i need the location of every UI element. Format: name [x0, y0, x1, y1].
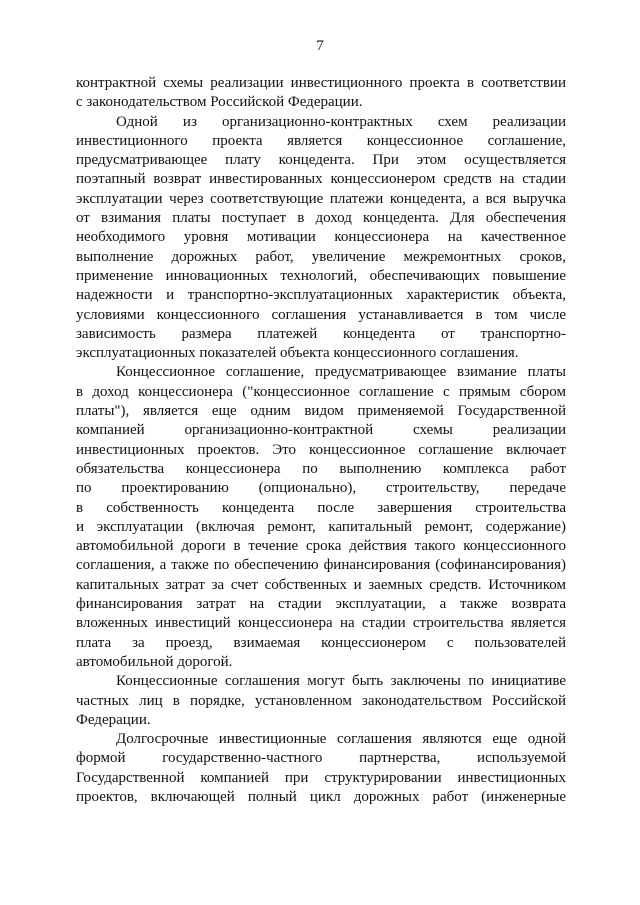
text-line: от взимания платы поступает в доход концедента. Для обеспечения: [76, 210, 566, 227]
text-line: в доход концессионера ("концессионное соглашение с прямым сбором: [76, 383, 566, 400]
text-line: плата за проезд, взимаемая концессионером с пользователей: [76, 634, 566, 651]
text-line: капитальных затрат за счет собственных и заемных средств. Источником: [76, 576, 566, 593]
text-line: надежности и транспортно-эксплуатационных характеристик объекта,: [76, 287, 566, 304]
text-line: проектов, включающей полный цикл дорожных работ (инженерные: [76, 788, 566, 805]
body-text: [76, 74, 566, 807]
text-line: зависимость размера платежей концедента от транспортно-: [76, 325, 566, 342]
page-number: 7: [316, 38, 324, 54]
text-line: по проектированию (опционально), строительству, передаче: [76, 480, 566, 497]
text-line: Государственной компанией при структурировании инвестиционных: [76, 769, 566, 786]
paragraph: [76, 363, 566, 672]
text-line: соглашения, а также по обеспечению финансирования (софинансирования): [76, 557, 566, 574]
text-line: компанией организационно-контрактной схемы реализации: [76, 422, 566, 439]
text-line: инвестиционного проекта является концессионное соглашение,: [76, 132, 566, 149]
paragraph: [76, 672, 566, 730]
text-line: формой государственно-частного партнерства, используемой: [76, 750, 566, 767]
text-line: эксплуатации через соответствующие платежи концедента, а вся выручка: [76, 190, 566, 207]
paragraph: [76, 74, 566, 113]
text-line: необходимого уровня мотивации концессионера на качественное: [76, 229, 566, 246]
text-line: и эксплуатации (включая ремонт, капитальный ремонт, содержание): [76, 518, 566, 535]
text-line: предусматривающее плату концедента. При этом осуществляется: [76, 152, 566, 169]
text-line: вложенных инвестиций концессионера на стадии строительства является: [76, 615, 566, 632]
text-line: в собственность концедента после завершения строительства: [76, 499, 566, 516]
text-line: Концессионные соглашения могут быть заключены по инициативе: [116, 673, 566, 690]
text-line: финансирования затрат на стадии эксплуатации, а также возврата: [76, 596, 566, 613]
text-line: платы"), является еще одним видом применяемой Государственной: [76, 403, 566, 420]
text-line: применение инновационных технологий, обеспечивающих повышение: [76, 267, 566, 284]
text-line: Федерации.: [76, 711, 151, 728]
text-line: с законодательством Российской Федерации.: [76, 94, 363, 111]
text-line: поэтапный возврат инвестированных концессионером средств на стадии: [76, 171, 566, 188]
text-line: Одной из организационно-контрактных схем реализации: [116, 113, 566, 130]
text-line: эксплуатационных показателей объекта концессионного соглашения.: [76, 345, 519, 362]
text-line: обязательства концессионера по выполнению комплекса работ: [76, 460, 566, 477]
text-line: частных лиц в порядке, установленном законодательством Российской: [76, 692, 566, 709]
text-line: автомобильной дороги в течение срока действия такого концессионного: [76, 538, 566, 555]
paragraph: [76, 730, 566, 807]
text-line: выполнение дорожных работ, увеличение межремонтных сроков,: [76, 248, 566, 265]
paragraph: [76, 113, 566, 364]
text-line: Долгосрочные инвестиционные соглашения являются еще одной: [116, 731, 566, 748]
text-line: Концессионное соглашение, предусматривающее взимание платы: [116, 364, 566, 381]
text-line: условиями концессионного соглашения устанавливается в том числе: [76, 306, 566, 323]
text-line: контрактной схемы реализации инвестиционного проекта в соответствии: [76, 75, 566, 91]
text-line: автомобильной дорогой.: [76, 653, 233, 670]
text-line: инвестиционных проектов. Это концессионное соглашение включает: [76, 441, 566, 458]
